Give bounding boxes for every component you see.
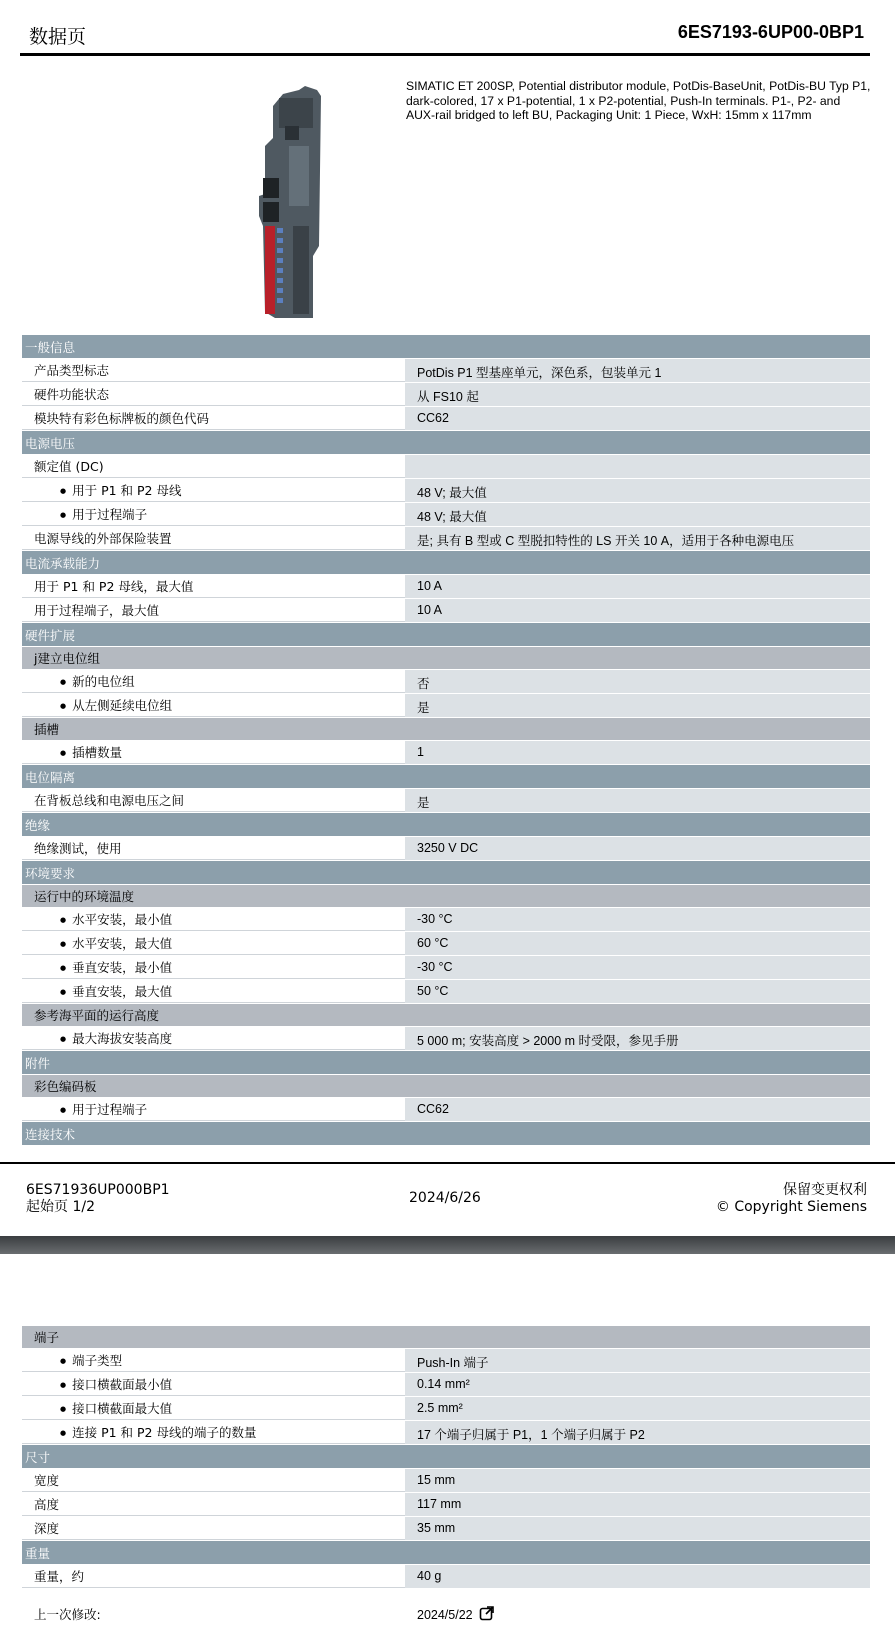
table-row bbox=[22, 1027, 870, 1050]
row-label-text: ● 插槽数量 bbox=[72, 745, 123, 760]
row-value: 48 V; 最大值 bbox=[405, 503, 870, 526]
footer-page-number: 起始页 1/2 bbox=[26, 1199, 95, 1215]
product-description: SIMATIC ET 200SP, Potential distributor module, PotDis-BaseUnit, PotDis-BU Typ P1, dark-colored, 17 x P1-potential, 1 x P2-potential, Push-In terminals. P1-, P2- and AUX-rail bridged to left BU, Packaging Unit: 1 Piece, WxH: 15mm x 117mm bbox=[406, 79, 871, 122]
table-row bbox=[22, 1565, 870, 1588]
row-label bbox=[22, 1421, 405, 1444]
subsection-header: j建立电位组 bbox=[22, 647, 870, 669]
table-row bbox=[22, 694, 870, 717]
row-label bbox=[22, 479, 405, 502]
page-title: 数据页 bbox=[29, 26, 87, 48]
table-row bbox=[22, 1373, 870, 1396]
table-row bbox=[22, 670, 870, 693]
row-value: 50 °C bbox=[405, 980, 870, 1003]
row-label bbox=[22, 1373, 405, 1396]
table-row bbox=[22, 908, 870, 931]
section-header: 一般信息 bbox=[22, 335, 870, 358]
section-header: 电位隔离 bbox=[22, 765, 870, 788]
row-label bbox=[22, 383, 405, 406]
row-label-text: 电源导线的外部保险装置 bbox=[34, 531, 172, 546]
row-value: 1 bbox=[405, 741, 870, 764]
row-label bbox=[22, 670, 405, 693]
footer-date: 2024/6/26 bbox=[409, 1190, 481, 1206]
row-value: 3250 V DC bbox=[405, 837, 870, 860]
last-modified-label: 上一次修改: bbox=[34, 1607, 101, 1622]
table-row bbox=[22, 479, 870, 502]
row-label bbox=[22, 1469, 405, 1492]
table-row bbox=[22, 1098, 870, 1121]
row-label bbox=[22, 956, 405, 979]
row-value: 2.5 mm² bbox=[405, 1397, 870, 1420]
row-label bbox=[22, 1565, 405, 1588]
row-label-text: ● 用于过程端子 bbox=[72, 1102, 148, 1117]
row-label bbox=[22, 503, 405, 526]
table-row bbox=[22, 932, 870, 955]
section-header: 连接技术 bbox=[22, 1122, 870, 1145]
table-row bbox=[22, 956, 870, 979]
row-label-text: 模块特有彩色标牌板的颜色代码 bbox=[34, 411, 210, 426]
row-value: -30 °C bbox=[405, 908, 870, 931]
last-modified-value: 2024/5/22 bbox=[417, 1607, 473, 1622]
row-label bbox=[22, 1493, 405, 1516]
row-value: 48 V; 最大值 bbox=[405, 479, 870, 502]
table-row bbox=[22, 383, 870, 406]
row-label bbox=[22, 575, 405, 598]
row-label bbox=[22, 789, 405, 812]
subsection-header: 参考海平面的运行高度 bbox=[22, 1004, 870, 1026]
row-value: 117 mm bbox=[405, 1493, 870, 1516]
row-label-text: ● 最大海拔安装高度 bbox=[72, 1031, 173, 1046]
footer-rights: 保留变更权利 bbox=[783, 1182, 867, 1198]
product-image bbox=[255, 86, 335, 322]
row-label bbox=[22, 694, 405, 717]
table-row bbox=[22, 575, 870, 598]
row-value: Push-In 端子 bbox=[405, 1349, 870, 1372]
section-header: 尺寸 bbox=[22, 1445, 870, 1468]
row-label-text: 重量，约 bbox=[34, 1569, 85, 1584]
row-label-text: ● 从左侧延续电位组 bbox=[72, 698, 173, 713]
row-label-text: 用于 P1 和 P2 母线，最大值 bbox=[34, 579, 194, 594]
row-label-text: 在背板总线和电源电压之间 bbox=[34, 793, 185, 808]
row-label bbox=[22, 1397, 405, 1420]
page-separator bbox=[0, 1236, 895, 1254]
row-value: 17 个端子归属于 P1，1 个端子归属于 P2 bbox=[405, 1421, 870, 1444]
row-label bbox=[22, 908, 405, 931]
table-row bbox=[22, 407, 870, 430]
product-code: 6ES7193-6UP00-0BP1 bbox=[677, 22, 864, 42]
row-value: 60 °C bbox=[405, 932, 870, 955]
row-value: CC62 bbox=[405, 1098, 870, 1121]
row-label-text: ● 接口横截面最大值 bbox=[72, 1401, 173, 1416]
row-label-text: ● 新的电位组 bbox=[72, 674, 135, 689]
row-value: 否 bbox=[405, 670, 870, 693]
row-label bbox=[22, 1027, 405, 1050]
subsection-header: 端子 bbox=[22, 1326, 870, 1348]
row-label-text: ● 接口横截面最小值 bbox=[72, 1377, 173, 1392]
row-label-text: ● 连接 P1 和 P2 母线的端子的数量 bbox=[72, 1425, 257, 1440]
row-label bbox=[22, 932, 405, 955]
row-label-text: 绝缘测试，使用 bbox=[34, 841, 122, 856]
row-label bbox=[22, 1517, 405, 1540]
table-row bbox=[22, 837, 870, 860]
external-link-icon[interactable] bbox=[479, 1605, 495, 1624]
row-label-text: 宽度 bbox=[34, 1473, 60, 1488]
row-value: 10 A bbox=[405, 575, 870, 598]
row-label-text: ● 用于过程端子 bbox=[72, 507, 148, 522]
row-label bbox=[22, 527, 405, 550]
section-header: 电流承载能力 bbox=[22, 551, 870, 574]
section-header: 绝缘 bbox=[22, 813, 870, 836]
subsection-header: 彩色编码板 bbox=[22, 1075, 870, 1097]
footer-order-number: 6ES71936UP000BP1 bbox=[26, 1182, 170, 1198]
table-row bbox=[22, 741, 870, 764]
row-value: 是; 具有 B 型或 C 型脱扣特性的 LS 开关 10 A，适用于各种电源电压 bbox=[405, 527, 870, 550]
row-label-text: ● 垂直安装，最小值 bbox=[72, 960, 173, 975]
table-row bbox=[22, 1397, 870, 1420]
row-label-text: ● 端子类型 bbox=[72, 1353, 123, 1368]
footer-copyright: © Copyright Siemens bbox=[715, 1199, 867, 1215]
footer-divider bbox=[0, 1162, 895, 1164]
row-label bbox=[22, 599, 405, 622]
table-row bbox=[22, 455, 870, 478]
row-value: -30 °C bbox=[405, 956, 870, 979]
table-row bbox=[22, 1469, 870, 1492]
row-label bbox=[22, 455, 405, 478]
row-label-text: ● 水平安装，最大值 bbox=[72, 936, 173, 951]
row-label-text: ● 用于 P1 和 P2 母线 bbox=[72, 483, 182, 498]
section-header: 附件 bbox=[22, 1051, 870, 1074]
spec-table-2 bbox=[22, 1326, 870, 1589]
row-label-text: 额定值 (DC) bbox=[34, 459, 104, 474]
footer-left bbox=[26, 1182, 170, 1216]
row-label bbox=[22, 407, 405, 430]
row-value: 是 bbox=[405, 789, 870, 812]
table-row bbox=[22, 599, 870, 622]
row-value: 从 FS10 起 bbox=[405, 383, 870, 406]
row-value: 0.14 mm² bbox=[405, 1373, 870, 1396]
row-label bbox=[22, 1349, 405, 1372]
row-value: PotDis P1 型基座单元，深色系，包装单元 1 bbox=[405, 359, 870, 382]
section-header: 电源电压 bbox=[22, 431, 870, 454]
table-row bbox=[22, 1349, 870, 1372]
table-row bbox=[22, 503, 870, 526]
table-row bbox=[22, 359, 870, 382]
footer-right bbox=[716, 1182, 867, 1216]
row-label-text: 产品类型标志 bbox=[34, 363, 110, 378]
row-value: 是 bbox=[405, 694, 870, 717]
page-header bbox=[20, 16, 870, 56]
section-header: 硬件扩展 bbox=[22, 623, 870, 646]
row-label-text: 高度 bbox=[34, 1497, 60, 1512]
spec-table-1 bbox=[22, 335, 870, 1146]
table-row bbox=[22, 980, 870, 1003]
row-value: 10 A bbox=[405, 599, 870, 622]
section-header: 环境要求 bbox=[22, 861, 870, 884]
row-value: 15 mm bbox=[405, 1469, 870, 1492]
row-label bbox=[22, 359, 405, 382]
table-row bbox=[22, 789, 870, 812]
subsection-header: 运行中的环境温度 bbox=[22, 885, 870, 907]
row-label bbox=[22, 837, 405, 860]
row-label-text: 深度 bbox=[34, 1521, 60, 1536]
table-row bbox=[22, 1517, 870, 1540]
table-row bbox=[22, 1493, 870, 1516]
row-value: 40 g bbox=[405, 1565, 870, 1588]
row-label-text: ● 垂直安装，最大值 bbox=[72, 984, 173, 999]
section-header: 重量 bbox=[22, 1541, 870, 1564]
table-row bbox=[22, 527, 870, 550]
row-label-text: 硬件功能状态 bbox=[34, 387, 110, 402]
last-modified bbox=[22, 1605, 870, 1624]
row-value bbox=[405, 455, 870, 478]
row-value: CC62 bbox=[405, 407, 870, 430]
row-label bbox=[22, 1098, 405, 1121]
row-value: 5 000 m; 安装高度 > 2000 m 时受限，参见手册 bbox=[405, 1027, 870, 1050]
row-label bbox=[22, 980, 405, 1003]
row-value: 35 mm bbox=[405, 1517, 870, 1540]
row-label bbox=[22, 741, 405, 764]
row-label-text: 用于过程端子，最大值 bbox=[34, 603, 160, 618]
subsection-header: 插槽 bbox=[22, 718, 870, 740]
row-label-text: ● 水平安装，最小值 bbox=[72, 912, 173, 927]
table-row bbox=[22, 1421, 870, 1444]
